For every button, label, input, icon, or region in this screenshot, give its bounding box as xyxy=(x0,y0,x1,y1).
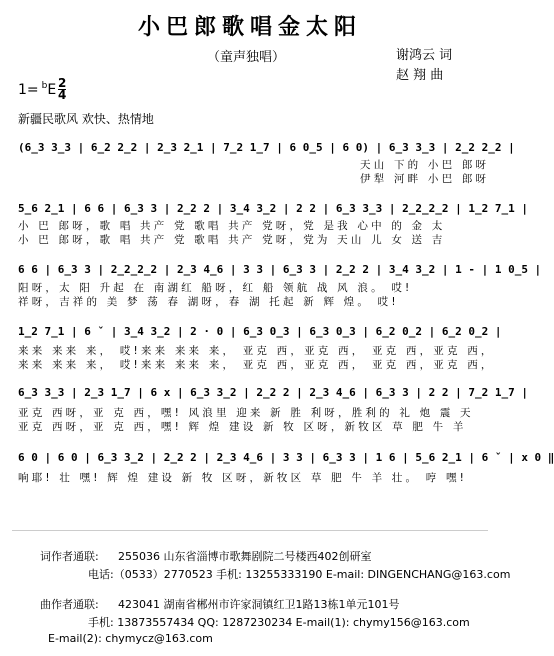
song-title: 小巴郎歌唱金太阳 xyxy=(137,14,362,40)
composer-phone-email: 手机: 13873557434 QQ: 1287230234 E-mail(1): chymy156@163.com xyxy=(88,616,470,629)
time-top: 2 xyxy=(58,76,67,90)
composer-contact-label: 曲作者通联: xyxy=(40,598,99,611)
divider xyxy=(12,530,488,531)
lyricist-credit: 谢鸿云 词 xyxy=(396,48,453,63)
lyric-row-2-verse-1: 小 巴 郎呀，歌 唱 共产 党 歌唱 共产 党呀，党 是我 心中 的 金 太 xyxy=(18,220,446,232)
key-prefix: 1= xyxy=(18,82,39,98)
notation-row-6: 6 0 | 6 0 | 6̲3 3̲2 | 2̲2 2 | 2̲3 4̲6 | 3 3 | 6̲3 3 | 1 6 | 5̲6 2̲1 | 6 ˇ | x 0 ‖ xyxy=(18,451,554,464)
composer-email-2: E-mail(2): chymycz@163.com xyxy=(48,632,213,645)
notation-row-3: 6 6 | 6̲3 3 | 2̲2̲2̲2 | 2̲3 4̲6 | 3 3 | 6̲3 3 | 2̲2 2 | 3̲4 3̲2 | 1 - | 1 0̲5 | xyxy=(18,263,542,276)
lyric-row-5-verse-2: 亚克 西呀，亚 克 西，嘿! 辉 煌 建设 新 牧 区呀，新牧区 草 肥 牛 羊 xyxy=(18,421,467,433)
composer-credit: 赵 翔 曲 xyxy=(396,68,444,83)
lyricist-phone-email: 电话:（0533）2770523 手机: 13255333190 E-mail: DINGENCHANG@163.com xyxy=(88,568,511,581)
lyric-row-1-verse-2: 伊犁 河畔 小巴 郎呀 xyxy=(360,173,490,185)
lyricist-contact-label: 词作者通联: xyxy=(40,550,99,563)
subtitle: （童声独唱） xyxy=(207,50,286,65)
notation-row-1: (6̲3 3̲3 | 6̲2 2̲2 | 2̲3 2̲1 | 7̲2 1̲7 | 6 0̲5 | 6 0) | 6̲3 3̲3 | 2̲2 2̲2 | xyxy=(18,141,515,154)
key-letter: E xyxy=(47,82,57,98)
notation-row-5: 6̲3 3̲3 | 2̲3 1̲7 | 6 x | 6̲3 3̲2 | 2̲2 2 | 2̲3 4̲6 | 6̲3 3 | 2 2 | 7̲2 1̲7 | xyxy=(18,386,528,399)
notation-row-2: 5̲6 2̲1 | 6 6 | 6̲3 3 | 2̲2 2 | 3̲4 3̲2 | 2 2 | 6̲3 3̲3 | 2̲2̲2̲2 | 1̲2 7̲1 | xyxy=(18,202,528,215)
lyric-row-1-verse-1: 天山 下的 小巴 郎呀 xyxy=(360,159,490,171)
flat-sign: b xyxy=(41,81,48,91)
composer-address: 423041 湖南省郴州市许家洞镇红卫1路13栋1单元101号 xyxy=(118,598,400,611)
lyric-row-3-verse-1: 阳呀，太 阳 升起 在 南湖红 船呀，红 船 领航 战 风 浪。 哎! xyxy=(18,282,413,294)
notation-row-4: 1̲2 7̲1 | 6 ˇ | 3̲4 3̲2 | 2 · 0 | 6̲3 0̲3 | 6̲3 0̲3 | 6̲2 0̲2 | 6̲2 0̲2 | xyxy=(18,325,502,338)
time-bottom: 4 xyxy=(58,88,67,102)
lyric-row-4-verse-2: 来来 来来 来， 哎!来来 来来 来， 亚克 西，亚克 西， 亚克 西，亚克 西， xyxy=(18,359,495,371)
key-signature xyxy=(18,82,56,98)
lyric-row-3-verse-2: 祥呀，吉祥的 美 梦 荡 春 湖呀，春 湖 托起 新 辉 煌。 哎! xyxy=(18,296,399,308)
lyric-row-4-verse-1: 来来 来来 来， 哎!来来 来来 来， 亚克 西，亚克 西， 亚克 西，亚克 西， xyxy=(18,345,495,357)
lyricist-address: 255036 山东省淄博市歌舞剧院二号楼西402创研室 xyxy=(118,550,372,563)
lyric-row-2-verse-2: 小 巴 郎呀，歌 唱 共产 党 歌唱 共产 党呀，党为 天山 儿 女 送 吉 xyxy=(18,234,446,246)
style-marking: 新疆民歌风 欢快、热情地 xyxy=(18,112,154,126)
lyric-row-6: 响耶! 壮 嘿! 辉 煌 建设 新 牧 区呀，新牧区 草 肥 牛 羊 壮。 哼 嘿! xyxy=(18,472,468,484)
lyric-row-5-verse-1: 亚克 西呀，亚 克 西，嘿! 风浪里 迎来 新 胜 利呀，胜利的 礼 炮 震 天 xyxy=(18,407,474,419)
time-signature xyxy=(58,78,66,101)
